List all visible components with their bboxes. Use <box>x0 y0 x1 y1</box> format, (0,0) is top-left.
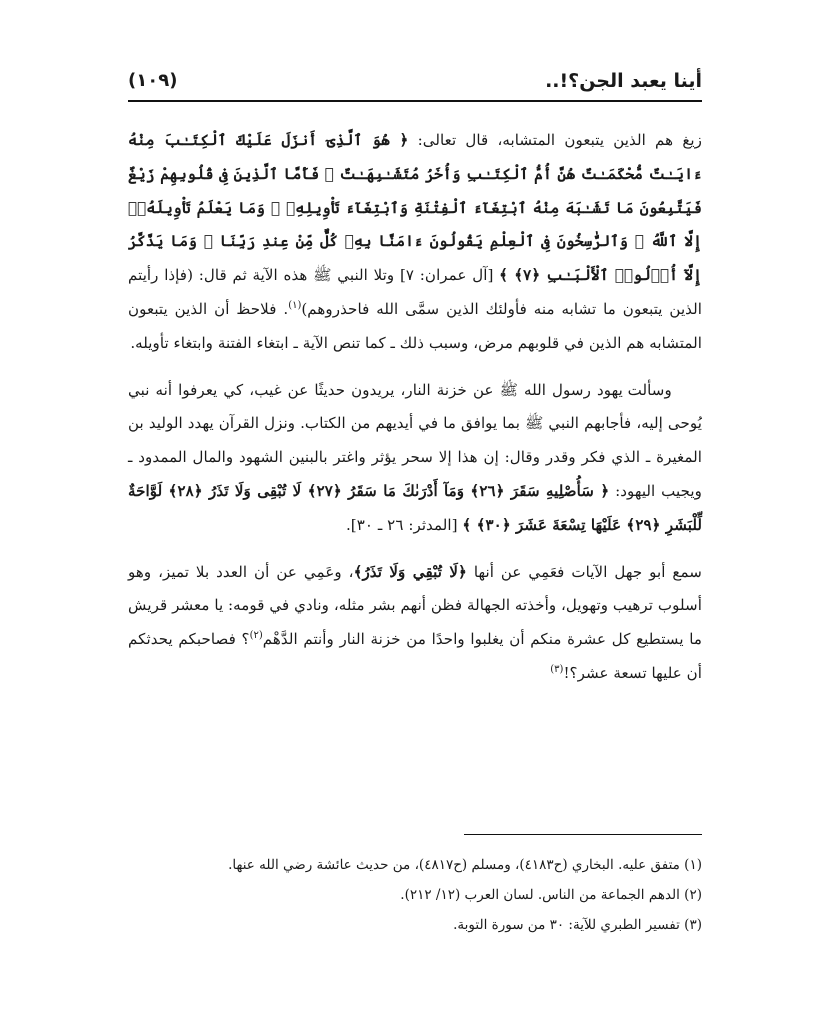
page-header <box>128 70 702 102</box>
paragraph-text: سمع أبو جهل الآيات فعَمِي عن أنها <box>466 562 702 581</box>
footnote-item: (١) متفق عليه. البخاري (ح٤١٨٣)، ومسلم (ح٤٨١٧)، من حديث عائشة رضي الله عنها. <box>228 857 702 873</box>
footnote-item: (٣) تفسير الطبري للآية: ٣٠ من سورة التوبة. <box>453 917 702 933</box>
paragraph-text: زيغ هم الذين يتبعون المتشابه، قال تعالى: <box>408 131 702 149</box>
quran-verse: ﴿ هُوَ ٱلَّذِىٓ أَنزَلَ عَلَيْكَ ٱلْكِتَـٰبَ مِنْهُ ءَايَـٰتٌ مُّحْكَمَـٰتٌ هُنَّ أُمُّ ٱلْكِتَـٰبِ وَأُخَرُ مُتَشَـٰبِهَـٰتٌ ۖ فَأَمَّا ٱلَّذِينَ فِى قُلُوبِهِمْ زَيْغٌ فَيَتَّبِعُونَ مَا تَشَـٰبَهَ مِنْهُ ٱبْتِغَآءَ ٱلْفِتْنَةِ وَٱبْتِغَآءَ تَأْوِيلِهِۦ ۗ وَمَا يَعْلَمُ تَأْوِيلَهُۥٓ إِلَّا ٱللَّهُ ۗ وَٱلرَّٰسِخُونَ فِى ٱلْعِلْمِ يَقُولُونَ ءَامَنَّا بِهِۦ كُلٌّ مِّنْ عِندِ رَبِّنَا ۗ وَمَا يَذَّكَّرُ إِلَّآ أُو۟لُوا۟ ٱلْأَلْبَـٰبِ ﴿٧﴾ ﴾ <box>128 131 703 285</box>
paragraph-text: ؟ فصاحبكم يحدثكم أن عليها تسعة عشر؟! <box>128 630 702 682</box>
paragraph-text: [المدثر: ٢٦ ـ ٣٠]. <box>345 515 458 534</box>
paragraph-text: . فلاحظ أن الذين يتبعون المتشابه هم الذين في قلوبهم مرض، وسبب ذلك ـ كما تنص الآية ـ ابتغاء الفتنة وابتغاء تأويله. <box>128 299 702 352</box>
paragraph-text: وسألت يهود رسول الله ﷺ عن خزنة النار، يريدون حديثًا عن غيب، كي يعرفوا أنه نبي يُوحى إليه، فأجابهم النبي ﷺ بما يوافق ما في أيديهم من الكتاب. ونزل القرآن يهدد الوليد بن المغيرة ـ الذي فكر وقدر وقال: إن هذا إلا سحر يؤثر واغتر بالبنين الشهود والمال الممدود ـ ويجيب اليهود: <box>128 380 702 500</box>
book-title: أينا يعبد الجن؟!.. <box>545 70 702 92</box>
paragraph <box>128 556 702 691</box>
footnote-ref[interactable]: (٢) <box>249 630 263 642</box>
paragraph <box>128 374 702 543</box>
footnote-item: (٢) الدهم الجماعة من الناس. لسان العرب (١٢/ ٢١٢). <box>400 887 702 903</box>
paragraph <box>128 124 702 361</box>
body-text <box>128 124 702 704</box>
footnotes <box>128 850 702 940</box>
quran-verse: ﴿ سَأُصْلِيهِ سَقَرَ ﴿٢٦﴾ وَمَآ أَدْرَىٰكَ مَا سَقَرُ ﴿٢٧﴾ لَا تُبْقِى وَلَا تَذَرُ ﴿٢٨﴾ لَوَّاحَةٌ لِّلْبَشَرِ ﴿٢٩﴾ عَلَيْهَا تِسْعَةَ عَشَرَ ﴿٣٠﴾ ﴾ <box>128 481 702 534</box>
footnote-ref[interactable]: (١) <box>288 299 302 311</box>
book-page <box>128 0 702 1022</box>
footnote-ref[interactable]: (٣) <box>550 663 564 675</box>
page-number: (١٠٩) <box>128 70 178 91</box>
footnote-divider <box>464 834 702 835</box>
paragraph-text: [آل عمران: ٧] وتلا النبي ﷺ هذه الآية ثم قال: (فإذا رأيتم الذين يتبعون ما تشابه منه فأولئك الذين سمَّى الله فاحذروهم) <box>128 266 703 318</box>
paragraph-text: ، وعَمِي عن أن العدد بلا تميز، وهو أسلوب ترهيب وتهويل، وأخذته الجهالة فظن أنهم بشر مثله، ونادي في قومه: يا معشر قريش ما يستطيع كل عشرة منكم أن يغلبوا واحدًا من خزنة النار وأنتم الدَّهْم <box>128 562 702 649</box>
quran-verse: ﴿لَا تُبْقِي وَلَا تَذَرُ﴾ <box>353 562 467 581</box>
